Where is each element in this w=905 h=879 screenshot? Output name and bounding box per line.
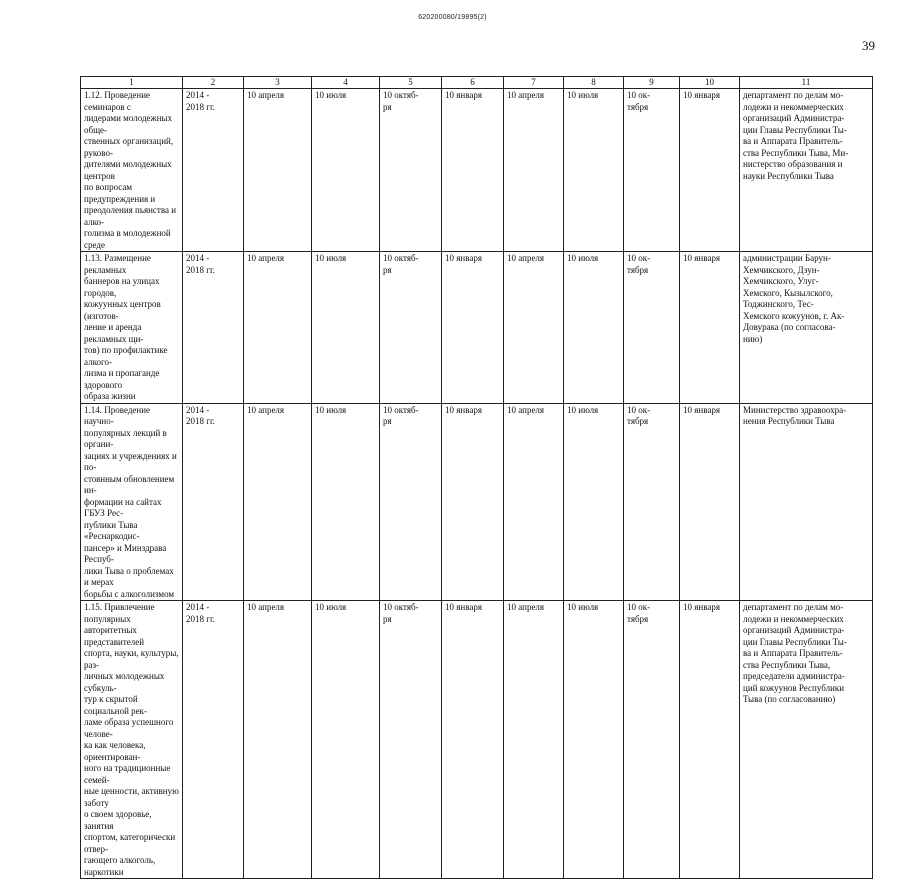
date-text: 10 января — [445, 253, 482, 263]
column-header: 2 — [183, 77, 244, 89]
period-cell — [183, 601, 244, 879]
date-cell — [380, 252, 442, 404]
date-text: 10 октяб- ря — [383, 404, 419, 426]
activity-cell — [81, 89, 183, 252]
date-text: 10 июля — [315, 404, 347, 415]
date-text: 10 января — [683, 404, 720, 415]
date-text: 10 апреля — [507, 404, 545, 415]
period-cell — [183, 252, 244, 404]
date-cell — [380, 601, 442, 879]
page-number: 39 — [862, 38, 875, 53]
date-text: 10 апреля — [507, 90, 545, 100]
date-cell — [564, 601, 624, 879]
activity-text: 1.15. Привлечение популярных авторитетных представителей спорта, науки, культуры, раз- личных молодежных субкуль- тур к скрытой социальной рек- ламе образа успешного челове- ка как человека, ориентирован- ного на традиционные семей- ные ценности, активную заботу о своем здоровье, занятия спортом, категорически отвер- гающего алкоголь, наркотики — [84, 602, 179, 877]
date-cell — [564, 89, 624, 252]
date-text: 10 января — [683, 602, 720, 612]
date-cell — [680, 89, 740, 252]
date-text: 10 июля — [567, 90, 599, 100]
date-text: 10 октяб- ря — [383, 90, 419, 112]
date-cell — [564, 252, 624, 404]
date-text: 10 июля — [315, 602, 347, 612]
responsible-cell — [740, 601, 873, 879]
date-cell — [312, 89, 380, 252]
date-cell — [244, 601, 312, 879]
date-text: 10 января — [683, 90, 720, 100]
date-cell — [380, 89, 442, 252]
activity-text: 1.13. Размещение рекламных баннеров на улицах городов, кожуунных центров (изготов- ление и аренда рекламных щи- тов) по профилактике алкого- лизма и пропаганде здорового образа жизни — [84, 253, 168, 401]
date-text: 10 ок- тября — [627, 253, 651, 275]
date-cell — [244, 89, 312, 252]
table-row — [81, 252, 873, 404]
column-header: 5 — [380, 77, 442, 89]
activity-cell — [81, 601, 183, 879]
date-text: 10 апреля — [507, 602, 545, 612]
date-text: 10 января — [683, 253, 720, 263]
date-cell — [624, 252, 680, 404]
responsible-text: администрации Барун- Хемчикского, Дзун- Хемчикского, Улуг- Хемского, Кызылского, Тоджинского, Тес- Хемского кожуунов, г. Ак- Довурака (по согласова- нию) — [743, 253, 845, 344]
period-cell — [183, 89, 244, 252]
column-number-row — [81, 77, 873, 89]
date-cell — [504, 89, 564, 252]
document-id: 620200080/19895(2) — [418, 14, 487, 21]
date-text: 10 июля — [567, 404, 599, 415]
date-text: 10 октяб- ря — [383, 253, 419, 275]
table-row — [81, 601, 873, 879]
table-row — [81, 89, 873, 252]
column-header: 6 — [442, 77, 504, 89]
column-header: 7 — [504, 77, 564, 89]
date-text: 10 июля — [315, 90, 347, 100]
column-header: 10 — [680, 77, 740, 89]
activity-cell — [81, 252, 183, 404]
date-text: 10 апреля — [247, 90, 285, 100]
table-row — [81, 403, 873, 601]
date-cell — [442, 89, 504, 252]
responsible-cell — [740, 89, 873, 252]
date-text: 10 апреля — [247, 404, 285, 415]
date-cell — [244, 403, 312, 601]
activity-cell — [81, 403, 183, 601]
date-text: 10 ок- тября — [627, 90, 651, 112]
date-cell — [380, 403, 442, 601]
date-text: 10 апреля — [247, 253, 285, 263]
period-text: 2014 - 2018 гг. — [186, 90, 215, 112]
responsible-text: департамент по делам мо- лодежи и некоммерческих организаций Администра- ции Главы Республики Ты- ва и Аппарата Правитель- ства Республики Тыва, Ми- нистерство образования и науки Республики Тыва — [743, 90, 849, 181]
date-text: 10 июля — [315, 253, 347, 263]
date-cell — [442, 252, 504, 404]
activity-text: 1.14. Проведение научно- популярных лекций в органи- зациях и учреждениях и по- стоянным обновлением ин- формации на сайтах ГБУЗ Рес- публики Тыва «Реснаркодис- пансер» и Минздрава Респуб- лики Тыва о проблемах и мерах борьбы с алкоголизмом — [84, 404, 177, 599]
date-cell — [442, 601, 504, 879]
date-cell — [564, 403, 624, 601]
date-text: 10 октяб- ря — [383, 602, 419, 624]
date-text: 10 апреля — [247, 602, 285, 612]
column-header: 3 — [244, 77, 312, 89]
responsible-text: департамент по делам мо- лодежи и некоммерческих организаций Администра- ции Главы Республики Ты- ва и Аппарата Правитель- ства Республики Тыва, председатели администра- ций кожуунов Республики Тыва (по согласованию) — [743, 602, 847, 704]
date-cell — [312, 601, 380, 879]
date-cell — [504, 601, 564, 879]
date-text: 10 ок- тября — [627, 404, 651, 426]
date-text: 10 июля — [567, 253, 599, 263]
responsible-cell — [740, 403, 873, 601]
column-header: 1 — [81, 77, 183, 89]
period-text: 2014 - 2018 гг. — [186, 404, 215, 426]
date-cell — [312, 252, 380, 404]
date-text: 10 января — [445, 90, 482, 100]
date-text: 10 июля — [567, 602, 599, 612]
date-cell — [680, 601, 740, 879]
date-cell — [312, 403, 380, 601]
date-text: 10 апреля — [507, 253, 545, 263]
date-cell — [504, 252, 564, 404]
responsible-cell — [740, 252, 873, 404]
period-text: 2014 - 2018 гг. — [186, 253, 215, 275]
period-text: 2014 - 2018 гг. — [186, 602, 215, 624]
date-cell — [680, 252, 740, 404]
period-cell — [183, 403, 244, 601]
date-text: 10 января — [445, 404, 482, 415]
date-cell — [624, 601, 680, 879]
date-text: 10 января — [445, 602, 482, 612]
column-header: 4 — [312, 77, 380, 89]
responsible-text: Министерство здравоохра- нения Республики Тыва — [743, 404, 847, 426]
date-cell — [442, 403, 504, 601]
date-text: 10 ок- тября — [627, 602, 651, 624]
date-cell — [504, 403, 564, 601]
column-header: 8 — [564, 77, 624, 89]
column-header: 9 — [624, 77, 680, 89]
date-cell — [680, 403, 740, 601]
date-cell — [244, 252, 312, 404]
activity-plan-table — [80, 76, 873, 879]
date-cell — [624, 403, 680, 601]
date-cell — [624, 89, 680, 252]
column-header: 11 — [740, 77, 873, 89]
activity-text: 1.12. Проведение семинаров с лидерами молодежных обще- ственных организаций, руково- дителями молодежных центров по вопросам предупреждения и преодоления пьянства и алко- голизма в молодежной среде — [84, 90, 177, 250]
